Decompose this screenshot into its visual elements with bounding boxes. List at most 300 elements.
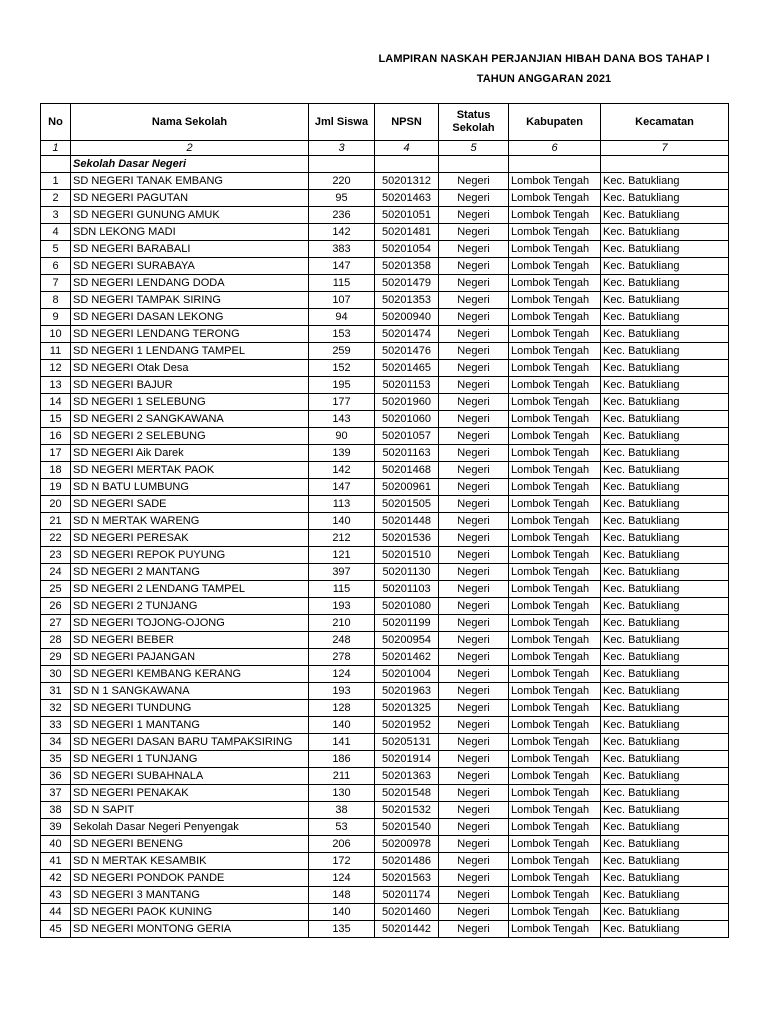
cell-kecamatan: Kec. Batukliang: [601, 547, 729, 564]
table-row: [41, 292, 729, 309]
cell-jml-siswa: 186: [309, 751, 375, 768]
cell-jml-siswa: 94: [309, 309, 375, 326]
cell-nama-sekolah: SD NEGERI PONDOK PANDE: [71, 870, 309, 887]
cell-kecamatan: Kec. Batukliang: [601, 921, 729, 938]
cell-kecamatan: Kec. Batukliang: [601, 292, 729, 309]
table-row: [41, 530, 729, 547]
cell-kabupaten: Lombok Tengah: [509, 360, 601, 377]
cell-jml-siswa: 278: [309, 649, 375, 666]
table-row: [41, 547, 729, 564]
table-row: [41, 581, 729, 598]
cell-no: 31: [41, 683, 71, 700]
cell-jml-siswa: 211: [309, 768, 375, 785]
table-row: [41, 241, 729, 258]
cell-nama-sekolah: SDN LEKONG MADI: [71, 224, 309, 241]
cell-kecamatan: Kec. Batukliang: [601, 768, 729, 785]
cell-no: 4: [41, 224, 71, 241]
cell-jml-siswa: 135: [309, 921, 375, 938]
col-header-kabupaten: Kabupaten: [509, 104, 601, 141]
cell-no: 40: [41, 836, 71, 853]
col-header-jml-siswa: Jml Siswa: [309, 104, 375, 141]
cell-kecamatan: Kec. Batukliang: [601, 258, 729, 275]
cell-no: 20: [41, 496, 71, 513]
cell-no: 6: [41, 258, 71, 275]
cell-nama-sekolah: SD NEGERI KEMBANG KERANG: [71, 666, 309, 683]
cell-status: Negeri: [439, 853, 509, 870]
cell-npsn: 50201004: [375, 666, 439, 683]
cell-no: 25: [41, 581, 71, 598]
cell-kabupaten: Lombok Tengah: [509, 224, 601, 241]
table-row: [41, 394, 729, 411]
table-row: [41, 411, 729, 428]
cell-no: 16: [41, 428, 71, 445]
cell-kabupaten: Lombok Tengah: [509, 258, 601, 275]
cell-jml-siswa: 124: [309, 666, 375, 683]
cell-status: Negeri: [439, 496, 509, 513]
table-row: [41, 462, 729, 479]
cell-kabupaten: Lombok Tengah: [509, 496, 601, 513]
cell-no: 33: [41, 717, 71, 734]
cell-kabupaten: Lombok Tengah: [509, 887, 601, 904]
col-number: 5: [439, 141, 509, 156]
cell-status: Negeri: [439, 428, 509, 445]
cell-nama-sekolah: SD NEGERI LENDANG DODA: [71, 275, 309, 292]
cell-jml-siswa: 128: [309, 700, 375, 717]
cell-status: Negeri: [439, 870, 509, 887]
cell-kecamatan: Kec. Batukliang: [601, 326, 729, 343]
col-header-status-sekolah: Status Sekolah: [439, 104, 509, 141]
cell-jml-siswa: 140: [309, 904, 375, 921]
cell-npsn: 50201353: [375, 292, 439, 309]
table-row: [41, 258, 729, 275]
cell-no: 43: [41, 887, 71, 904]
cell-npsn: 50201465: [375, 360, 439, 377]
table-row: [41, 887, 729, 904]
cell-kecamatan: Kec. Batukliang: [601, 615, 729, 632]
cell-no: 30: [41, 666, 71, 683]
cell-nama-sekolah: SD NEGERI 1 LENDANG TAMPEL: [71, 343, 309, 360]
cell-kecamatan: Kec. Batukliang: [601, 275, 729, 292]
cell-nama-sekolah: SD NEGERI GUNUNG AMUK: [71, 207, 309, 224]
cell-jml-siswa: 397: [309, 564, 375, 581]
cell-status: Negeri: [439, 411, 509, 428]
cell-status: Negeri: [439, 632, 509, 649]
cell-no: 32: [41, 700, 71, 717]
cell-nama-sekolah: SD NEGERI 2 SANGKAWANA: [71, 411, 309, 428]
cell-kecamatan: Kec. Batukliang: [601, 785, 729, 802]
table-row: [41, 649, 729, 666]
school-table: [40, 103, 729, 938]
cell-kecamatan: Kec. Batukliang: [601, 445, 729, 462]
cell-kabupaten: Lombok Tengah: [509, 275, 601, 292]
cell-kecamatan: Kec. Batukliang: [601, 224, 729, 241]
cell-npsn: 50201130: [375, 564, 439, 581]
cell-npsn: 50201540: [375, 819, 439, 836]
cell-npsn: 50201163: [375, 445, 439, 462]
cell-kabupaten: Lombok Tengah: [509, 819, 601, 836]
table-row: [41, 275, 729, 292]
cell-kabupaten: Lombok Tengah: [509, 411, 601, 428]
cell-nama-sekolah: SD NEGERI SADE: [71, 496, 309, 513]
cell-npsn: 50200940: [375, 309, 439, 326]
cell-kecamatan: Kec. Batukliang: [601, 581, 729, 598]
table-row: [41, 445, 729, 462]
section-label: Sekolah Dasar Negeri: [71, 156, 309, 173]
table-row: [41, 785, 729, 802]
cell-kecamatan: Kec. Batukliang: [601, 870, 729, 887]
table-row: [41, 666, 729, 683]
cell-nama-sekolah: SD NEGERI TOJONG-OJONG: [71, 615, 309, 632]
cell-kecamatan: Kec. Batukliang: [601, 666, 729, 683]
cell-status: Negeri: [439, 904, 509, 921]
cell-npsn: 50201481: [375, 224, 439, 241]
col-header-no: No: [41, 104, 71, 141]
cell-kecamatan: Kec. Batukliang: [601, 207, 729, 224]
table-row: [41, 802, 729, 819]
cell-npsn: 50201463: [375, 190, 439, 207]
cell-jml-siswa: 248: [309, 632, 375, 649]
table-row: [41, 224, 729, 241]
cell-npsn: 50200954: [375, 632, 439, 649]
cell-kabupaten: Lombok Tengah: [509, 632, 601, 649]
cell-no: 34: [41, 734, 71, 751]
cell-nama-sekolah: SD NEGERI 2 LENDANG TAMPEL: [71, 581, 309, 598]
cell-kecamatan: Kec. Batukliang: [601, 479, 729, 496]
cell-jml-siswa: 140: [309, 717, 375, 734]
cell-npsn: 50201054: [375, 241, 439, 258]
cell-nama-sekolah: Sekolah Dasar Negeri Penyengak: [71, 819, 309, 836]
cell-jml-siswa: 193: [309, 683, 375, 700]
cell-no: 38: [41, 802, 71, 819]
cell-kabupaten: Lombok Tengah: [509, 581, 601, 598]
cell-no: 28: [41, 632, 71, 649]
cell-kabupaten: Lombok Tengah: [509, 683, 601, 700]
cell-no: 44: [41, 904, 71, 921]
col-header-npsn: NPSN: [375, 104, 439, 141]
cell-kabupaten: Lombok Tengah: [509, 802, 601, 819]
table-row: [41, 173, 729, 190]
cell-status: Negeri: [439, 462, 509, 479]
cell-nama-sekolah: SD NEGERI 1 SELEBUNG: [71, 394, 309, 411]
cell-npsn: 50201060: [375, 411, 439, 428]
cell-jml-siswa: 107: [309, 292, 375, 309]
cell-jml-siswa: 177: [309, 394, 375, 411]
cell-status: Negeri: [439, 547, 509, 564]
cell-kabupaten: Lombok Tengah: [509, 207, 601, 224]
cell-status: Negeri: [439, 479, 509, 496]
cell-status: Negeri: [439, 224, 509, 241]
cell-nama-sekolah: SD NEGERI PAGUTAN: [71, 190, 309, 207]
cell-kecamatan: Kec. Batukliang: [601, 717, 729, 734]
cell-npsn: 50201442: [375, 921, 439, 938]
col-header-nama-sekolah: Nama Sekolah: [71, 104, 309, 141]
cell-kabupaten: Lombok Tengah: [509, 564, 601, 581]
cell-npsn: 50201510: [375, 547, 439, 564]
cell-kabupaten: Lombok Tengah: [509, 190, 601, 207]
cell-status: Negeri: [439, 819, 509, 836]
cell-no: 39: [41, 819, 71, 836]
cell-nama-sekolah: SD NEGERI Otak Desa: [71, 360, 309, 377]
cell-status: Negeri: [439, 751, 509, 768]
cell-kecamatan: Kec. Batukliang: [601, 683, 729, 700]
cell-jml-siswa: 113: [309, 496, 375, 513]
cell-status: Negeri: [439, 564, 509, 581]
cell-jml-siswa: 90: [309, 428, 375, 445]
table-row: [41, 819, 729, 836]
cell-npsn: 50201363: [375, 768, 439, 785]
cell-no: 9: [41, 309, 71, 326]
cell-kecamatan: Kec. Batukliang: [601, 190, 729, 207]
col-header-kecamatan: Kecamatan: [601, 104, 729, 141]
cell-status: Negeri: [439, 190, 509, 207]
cell-jml-siswa: 193: [309, 598, 375, 615]
cell-kecamatan: Kec. Batukliang: [601, 343, 729, 360]
cell-npsn: 50201563: [375, 870, 439, 887]
cell-kabupaten: Lombok Tengah: [509, 700, 601, 717]
cell-nama-sekolah: SD NEGERI 2 TUNJANG: [71, 598, 309, 615]
cell-jml-siswa: 152: [309, 360, 375, 377]
cell-status: Negeri: [439, 734, 509, 751]
cell-kecamatan: Kec. Batukliang: [601, 836, 729, 853]
cell-status: Negeri: [439, 921, 509, 938]
document-header: [340, 48, 748, 88]
cell-no: 41: [41, 853, 71, 870]
cell-no: 14: [41, 394, 71, 411]
cell-status: Negeri: [439, 173, 509, 190]
cell-kabupaten: Lombok Tengah: [509, 615, 601, 632]
cell-npsn: 50201448: [375, 513, 439, 530]
cell-status: Negeri: [439, 598, 509, 615]
cell-kecamatan: Kec. Batukliang: [601, 853, 729, 870]
cell-kabupaten: Lombok Tengah: [509, 326, 601, 343]
cell-kabupaten: Lombok Tengah: [509, 241, 601, 258]
table-row: [41, 343, 729, 360]
cell-status: Negeri: [439, 615, 509, 632]
table-row: [41, 326, 729, 343]
cell-kabupaten: Lombok Tengah: [509, 394, 601, 411]
cell-nama-sekolah: SD NEGERI 3 MANTANG: [71, 887, 309, 904]
table-header-row: [41, 104, 729, 141]
cell-nama-sekolah: SD NEGERI BARABALI: [71, 241, 309, 258]
cell-nama-sekolah: SD NEGERI SURABAYA: [71, 258, 309, 275]
cell-no: 24: [41, 564, 71, 581]
cell-no: 5: [41, 241, 71, 258]
cell-kecamatan: Kec. Batukliang: [601, 496, 729, 513]
cell-jml-siswa: 124: [309, 870, 375, 887]
table-row: [41, 190, 729, 207]
cell-nama-sekolah: SD NEGERI BAJUR: [71, 377, 309, 394]
cell-status: Negeri: [439, 785, 509, 802]
cell-kabupaten: Lombok Tengah: [509, 649, 601, 666]
table-row: [41, 768, 729, 785]
cell-kecamatan: Kec. Batukliang: [601, 411, 729, 428]
cell-kecamatan: Kec. Batukliang: [601, 173, 729, 190]
cell-kecamatan: Kec. Batukliang: [601, 819, 729, 836]
cell-npsn: 50201057: [375, 428, 439, 445]
cell-jml-siswa: 383: [309, 241, 375, 258]
cell-status: Negeri: [439, 836, 509, 853]
cell-kabupaten: Lombok Tengah: [509, 751, 601, 768]
cell-jml-siswa: 141: [309, 734, 375, 751]
cell-npsn: 50201468: [375, 462, 439, 479]
cell-jml-siswa: 236: [309, 207, 375, 224]
cell-kecamatan: Kec. Batukliang: [601, 360, 729, 377]
cell-status: Negeri: [439, 513, 509, 530]
cell-status: Negeri: [439, 802, 509, 819]
cell-kabupaten: Lombok Tengah: [509, 734, 601, 751]
cell-kabupaten: Lombok Tengah: [509, 785, 601, 802]
col-number: 3: [309, 141, 375, 156]
cell-npsn: 50201153: [375, 377, 439, 394]
cell-nama-sekolah: SD NEGERI BEBER: [71, 632, 309, 649]
cell-npsn: 50201312: [375, 173, 439, 190]
cell-nama-sekolah: SD NEGERI MONTONG GERIA: [71, 921, 309, 938]
table-row: [41, 853, 729, 870]
cell-no: 27: [41, 615, 71, 632]
cell-kabupaten: Lombok Tengah: [509, 309, 601, 326]
cell-status: Negeri: [439, 768, 509, 785]
cell-no: 22: [41, 530, 71, 547]
cell-jml-siswa: 139: [309, 445, 375, 462]
cell-status: Negeri: [439, 309, 509, 326]
cell-npsn: 50201103: [375, 581, 439, 598]
cell-kabupaten: Lombok Tengah: [509, 904, 601, 921]
table-row: [41, 479, 729, 496]
cell-jml-siswa: 148: [309, 887, 375, 904]
cell-nama-sekolah: SD NEGERI 2 SELEBUNG: [71, 428, 309, 445]
cell-status: Negeri: [439, 377, 509, 394]
cell-kabupaten: Lombok Tengah: [509, 513, 601, 530]
cell-status: Negeri: [439, 581, 509, 598]
cell-status: Negeri: [439, 326, 509, 343]
col-number: 7: [601, 141, 729, 156]
cell-no: 7: [41, 275, 71, 292]
cell-npsn: 50201960: [375, 394, 439, 411]
cell-no: 2: [41, 190, 71, 207]
cell-nama-sekolah: SD NEGERI TUNDUNG: [71, 700, 309, 717]
cell-status: Negeri: [439, 394, 509, 411]
cell-jml-siswa: 115: [309, 581, 375, 598]
cell-kabupaten: Lombok Tengah: [509, 666, 601, 683]
header-title: LAMPIRAN NASKAH PERJANJIAN HIBAH DANA BOS TAHAP I: [378, 53, 710, 65]
cell-kecamatan: Kec. Batukliang: [601, 513, 729, 530]
cell-jml-siswa: 130: [309, 785, 375, 802]
cell-no: 3: [41, 207, 71, 224]
cell-status: Negeri: [439, 360, 509, 377]
cell-no: 21: [41, 513, 71, 530]
cell-no: 42: [41, 870, 71, 887]
cell-jml-siswa: 53: [309, 819, 375, 836]
cell-jml-siswa: 147: [309, 479, 375, 496]
cell-status: Negeri: [439, 649, 509, 666]
table-row: [41, 683, 729, 700]
cell-nama-sekolah: SD NEGERI BENENG: [71, 836, 309, 853]
cell-no: 26: [41, 598, 71, 615]
table-row: [41, 513, 729, 530]
cell-nama-sekolah: SD NEGERI 1 MANTANG: [71, 717, 309, 734]
table-row: [41, 564, 729, 581]
cell-nama-sekolah: SD NEGERI LENDANG TERONG: [71, 326, 309, 343]
cell-jml-siswa: 147: [309, 258, 375, 275]
cell-status: Negeri: [439, 275, 509, 292]
cell-kabupaten: Lombok Tengah: [509, 479, 601, 496]
cell-npsn: 50201532: [375, 802, 439, 819]
header-subtitle: TAHUN ANGGARAN 2021: [476, 73, 612, 85]
cell-jml-siswa: 95: [309, 190, 375, 207]
cell-status: Negeri: [439, 258, 509, 275]
cell-kabupaten: Lombok Tengah: [509, 343, 601, 360]
table-row: [41, 734, 729, 751]
cell-kecamatan: Kec. Batukliang: [601, 530, 729, 547]
column-number-row: [41, 141, 729, 156]
cell-kecamatan: Kec. Batukliang: [601, 394, 729, 411]
col-number: 1: [41, 141, 71, 156]
table-row: [41, 207, 729, 224]
cell-jml-siswa: 206: [309, 836, 375, 853]
cell-npsn: 50201479: [375, 275, 439, 292]
cell-nama-sekolah: SD N MERTAK KESAMBIK: [71, 853, 309, 870]
table-row: [41, 598, 729, 615]
cell-kabupaten: Lombok Tengah: [509, 462, 601, 479]
cell-npsn: 50201548: [375, 785, 439, 802]
cell-npsn: 50201080: [375, 598, 439, 615]
col-number: 4: [375, 141, 439, 156]
cell-status: Negeri: [439, 241, 509, 258]
cell-no: 12: [41, 360, 71, 377]
cell-jml-siswa: 142: [309, 462, 375, 479]
cell-nama-sekolah: SD NEGERI REPOK PUYUNG: [71, 547, 309, 564]
cell-kabupaten: Lombok Tengah: [509, 717, 601, 734]
cell-kabupaten: Lombok Tengah: [509, 173, 601, 190]
cell-kecamatan: Kec. Batukliang: [601, 802, 729, 819]
cell-nama-sekolah: SD NEGERI DASAN LEKONG: [71, 309, 309, 326]
cell-jml-siswa: 195: [309, 377, 375, 394]
cell-no: 1: [41, 173, 71, 190]
cell-no: 8: [41, 292, 71, 309]
cell-kabupaten: Lombok Tengah: [509, 530, 601, 547]
cell-no: 19: [41, 479, 71, 496]
cell-kecamatan: Kec. Batukliang: [601, 700, 729, 717]
cell-npsn: 50201536: [375, 530, 439, 547]
table-row: [41, 360, 729, 377]
table-row: [41, 836, 729, 853]
cell-jml-siswa: 121: [309, 547, 375, 564]
cell-npsn: 50201476: [375, 343, 439, 360]
cell-status: Negeri: [439, 666, 509, 683]
table-row: [41, 717, 729, 734]
cell-kabupaten: Lombok Tengah: [509, 853, 601, 870]
cell-npsn: 50201460: [375, 904, 439, 921]
cell-status: Negeri: [439, 292, 509, 309]
cell-status: Negeri: [439, 700, 509, 717]
section-row: [41, 156, 729, 173]
cell-nama-sekolah: SD NEGERI PAOK KUNING: [71, 904, 309, 921]
cell-kecamatan: Kec. Batukliang: [601, 598, 729, 615]
cell-npsn: 50200961: [375, 479, 439, 496]
cell-no: 11: [41, 343, 71, 360]
table-row: [41, 428, 729, 445]
cell-kecamatan: Kec. Batukliang: [601, 309, 729, 326]
cell-jml-siswa: 140: [309, 513, 375, 530]
cell-kabupaten: Lombok Tengah: [509, 921, 601, 938]
cell-no: 15: [41, 411, 71, 428]
table-row: [41, 921, 729, 938]
cell-jml-siswa: 142: [309, 224, 375, 241]
col-number: 6: [509, 141, 601, 156]
cell-no: 13: [41, 377, 71, 394]
cell-npsn: 50201462: [375, 649, 439, 666]
cell-kabupaten: Lombok Tengah: [509, 547, 601, 564]
